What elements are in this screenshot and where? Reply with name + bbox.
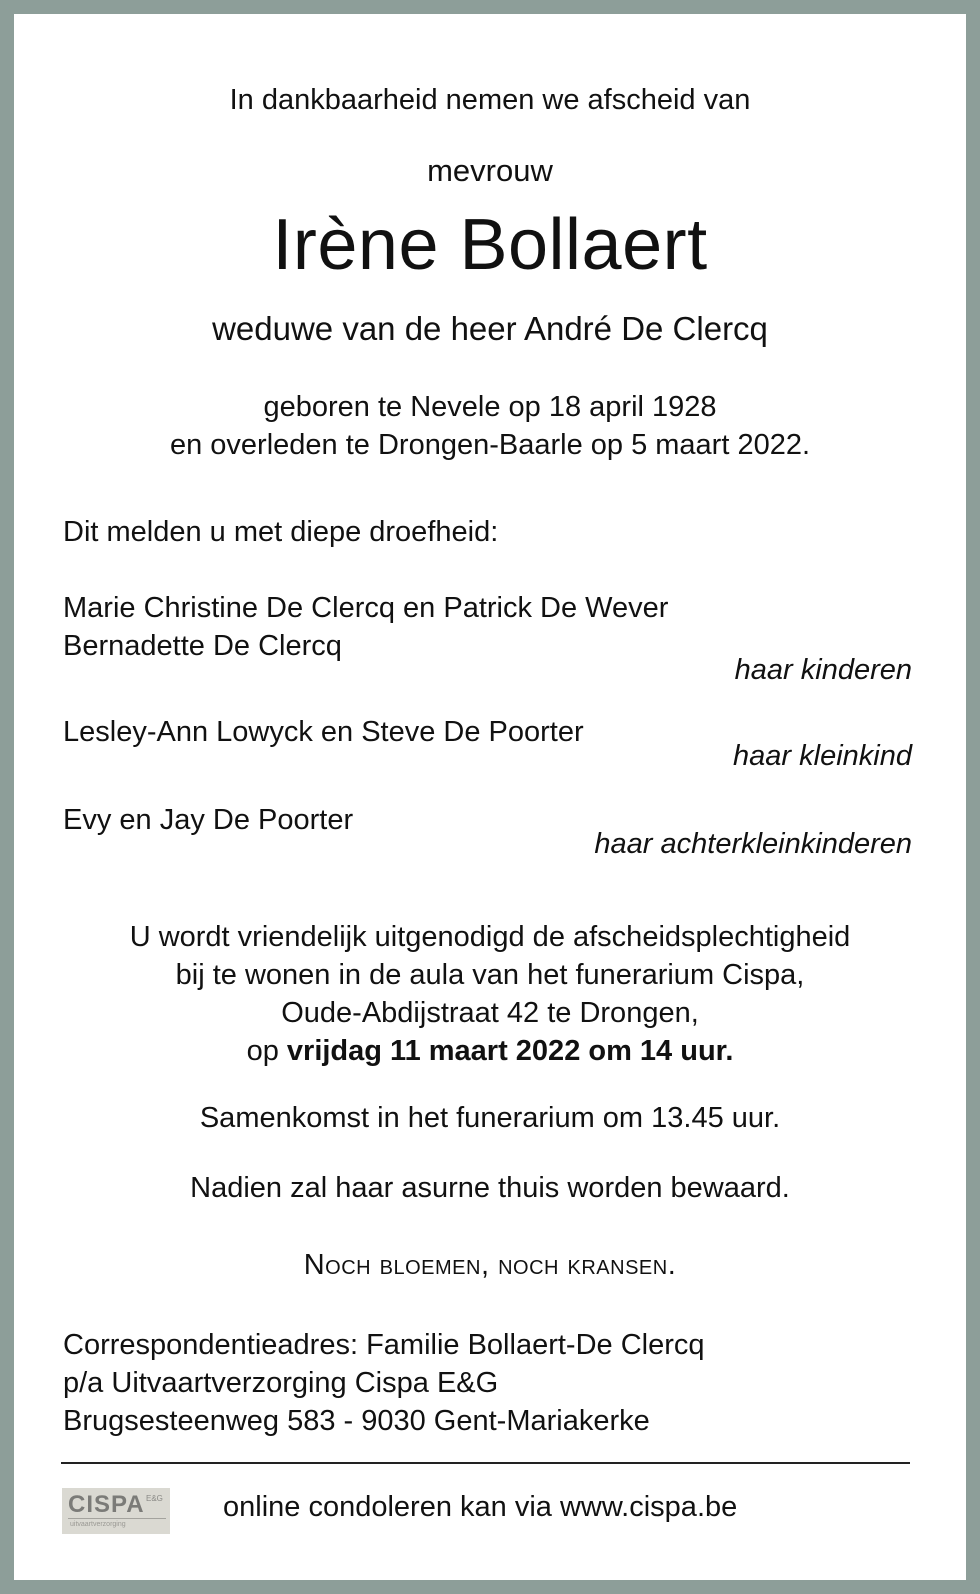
deceased-name: Irène Bollaert (272, 205, 708, 285)
born-line: geboren te Nevele op 18 april 1928 (263, 391, 717, 423)
announce-text: Dit melden u met diepe droefheid: (63, 516, 499, 548)
logo-rule (68, 1518, 166, 1519)
widow-of-text: weduwe van de heer André De Clercq (212, 310, 768, 347)
logo-subtitle: uitvaartverzorging (70, 1521, 126, 1528)
children-line-1: Marie Christine De Clercq en Patrick De Wever (63, 592, 669, 624)
grandchild-role: haar kleinkind (733, 740, 912, 772)
cispa-logo (62, 1488, 170, 1534)
great-grandchildren-role: haar achterkleinkinderen (594, 828, 912, 860)
correspondence-line-2: p/a Uitvaartverzorging Cispa E&G (63, 1367, 499, 1399)
children-line-2: Bernadette De Clercq (63, 630, 342, 662)
title-text: mevrouw (427, 153, 553, 188)
online-condolence-text: online condoleren kan via www.cispa.be (223, 1491, 738, 1523)
invitation-line-3: Oude-Abdijstraat 42 te Drongen, (281, 997, 699, 1029)
invitation-block (0, 918, 980, 1070)
ceremony-date: vrijdag 11 maart 2022 om 14 uur. (286, 1035, 734, 1067)
logo-eg: E&G (146, 1494, 163, 1503)
invitation-line-2: bij te wonen in de aula van het funerarium Cispa, (175, 959, 805, 991)
died-line: en overleden te Drongen-Baarle op 5 maart 2022. (169, 429, 811, 461)
no-flowers-text: Noch bloemen, noch kransen. (303, 1249, 677, 1281)
ashes-text: Nadien zal haar asurne thuis worden bewaard. (190, 1172, 790, 1204)
life-dates (0, 388, 980, 464)
gathering-text: Samenkomst in het funerarium om 13.45 uur. (199, 1102, 781, 1134)
correspondence-line-3: Brugsesteenweg 583 - 9030 Gent-Mariakerke (63, 1405, 650, 1437)
grandchild-line: Lesley-Ann Lowyck en Steve De Poorter (63, 716, 584, 748)
children-role: haar kinderen (734, 654, 912, 686)
correspondence-block (63, 1326, 705, 1440)
footer-divider (61, 1462, 910, 1464)
invitation-line-1: U wordt vriendelijk uitgenodigd de afscheidsplechtigheid (129, 921, 851, 953)
logo-brand: CISPA (68, 1491, 145, 1518)
great-grandchildren-line: Evy en Jay De Poorter (63, 804, 354, 836)
intro-text: In dankbaarheid nemen we afscheid van (229, 84, 751, 116)
correspondence-line-1: Correspondentieadres: Familie Bollaert-De Clercq (63, 1329, 705, 1361)
invitation-line-4 (0, 1032, 980, 1070)
invitation-prefix: op (246, 1035, 279, 1067)
